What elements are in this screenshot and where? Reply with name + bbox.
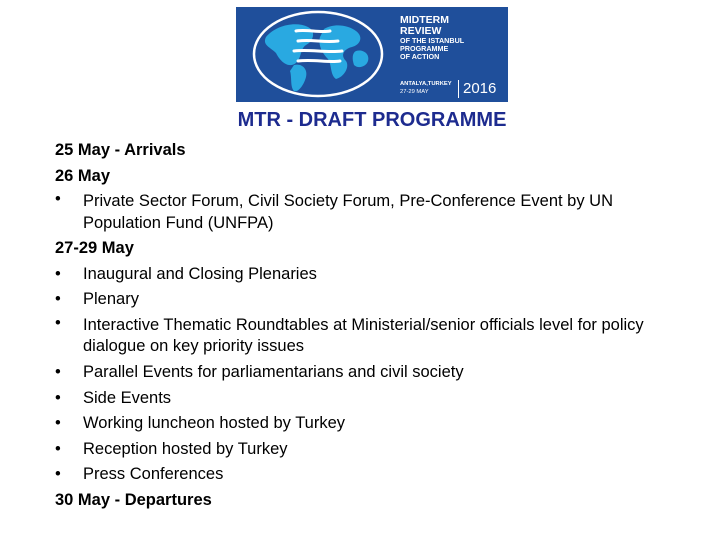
logo-dates: 27-29 MAY <box>400 89 429 95</box>
bullet-icon: • <box>55 439 61 458</box>
list-item <box>55 411 695 437</box>
bullet-icon: • <box>55 414 61 433</box>
page-title: MTR - DRAFT PROGRAMME <box>237 109 507 131</box>
list-item-text: Interactive Thematic Roundtables at Ministerial/senior officials level for policy dialogue on key priority issues <box>83 315 644 356</box>
list-item-text: Parallel Events for parliamentarians and civil society <box>83 362 464 381</box>
logo-year: 2016 <box>463 80 497 97</box>
logo-footer <box>400 79 504 101</box>
event-logo <box>236 7 508 102</box>
bullet-icon: • <box>55 362 61 381</box>
logo-text <box>400 14 504 97</box>
list-item-text: Plenary <box>83 290 139 309</box>
bullet-icon: • <box>55 290 61 309</box>
logo-divider <box>458 80 459 98</box>
list-item <box>55 360 695 386</box>
list-item-text: Private Sector Forum, Civil Society Forum, Pre-Conference Event by UN Population Fund (UNFPA) <box>83 192 614 232</box>
day-26-may: 26 May <box>55 166 111 185</box>
logo-line-midterm: MIDTERM <box>400 14 449 26</box>
list-item-text: Press Conferences <box>83 465 224 484</box>
logo-line-review: REVIEW <box>400 25 442 37</box>
day-departures: 30 May - Departures <box>55 490 212 509</box>
bullet-icon: • <box>55 264 61 283</box>
logo-line-programme: PROGRAMME <box>400 44 449 54</box>
bullet-icon: • <box>55 190 61 209</box>
list-item-text: Working luncheon hosted by Turkey <box>83 414 346 433</box>
logo-line-action: OF ACTION <box>400 52 440 62</box>
logo-location: ANTALYA,TURKEY <box>400 81 452 87</box>
logo-line-istanbul: OF THE ISTANBUL <box>400 36 465 45</box>
list-item <box>55 189 695 236</box>
list-item <box>55 262 695 288</box>
list-item-text: Reception hosted by Turkey <box>83 439 288 458</box>
list-item-text: Side Events <box>83 388 172 407</box>
bullet-icon: • <box>55 388 61 407</box>
list-item <box>55 437 695 463</box>
day-arrivals: 25 May - Arrivals <box>55 141 186 159</box>
bullet-icon: • <box>55 313 61 332</box>
list-item <box>55 462 695 488</box>
day-27-29-may: 27-29 May <box>55 239 134 258</box>
bullet-icon: • <box>55 465 61 484</box>
list-item <box>55 386 695 412</box>
list-item-text: Inaugural and Closing Plenaries <box>83 264 317 283</box>
programme-list <box>55 138 695 514</box>
list-item <box>55 313 695 360</box>
list-item <box>55 287 695 313</box>
